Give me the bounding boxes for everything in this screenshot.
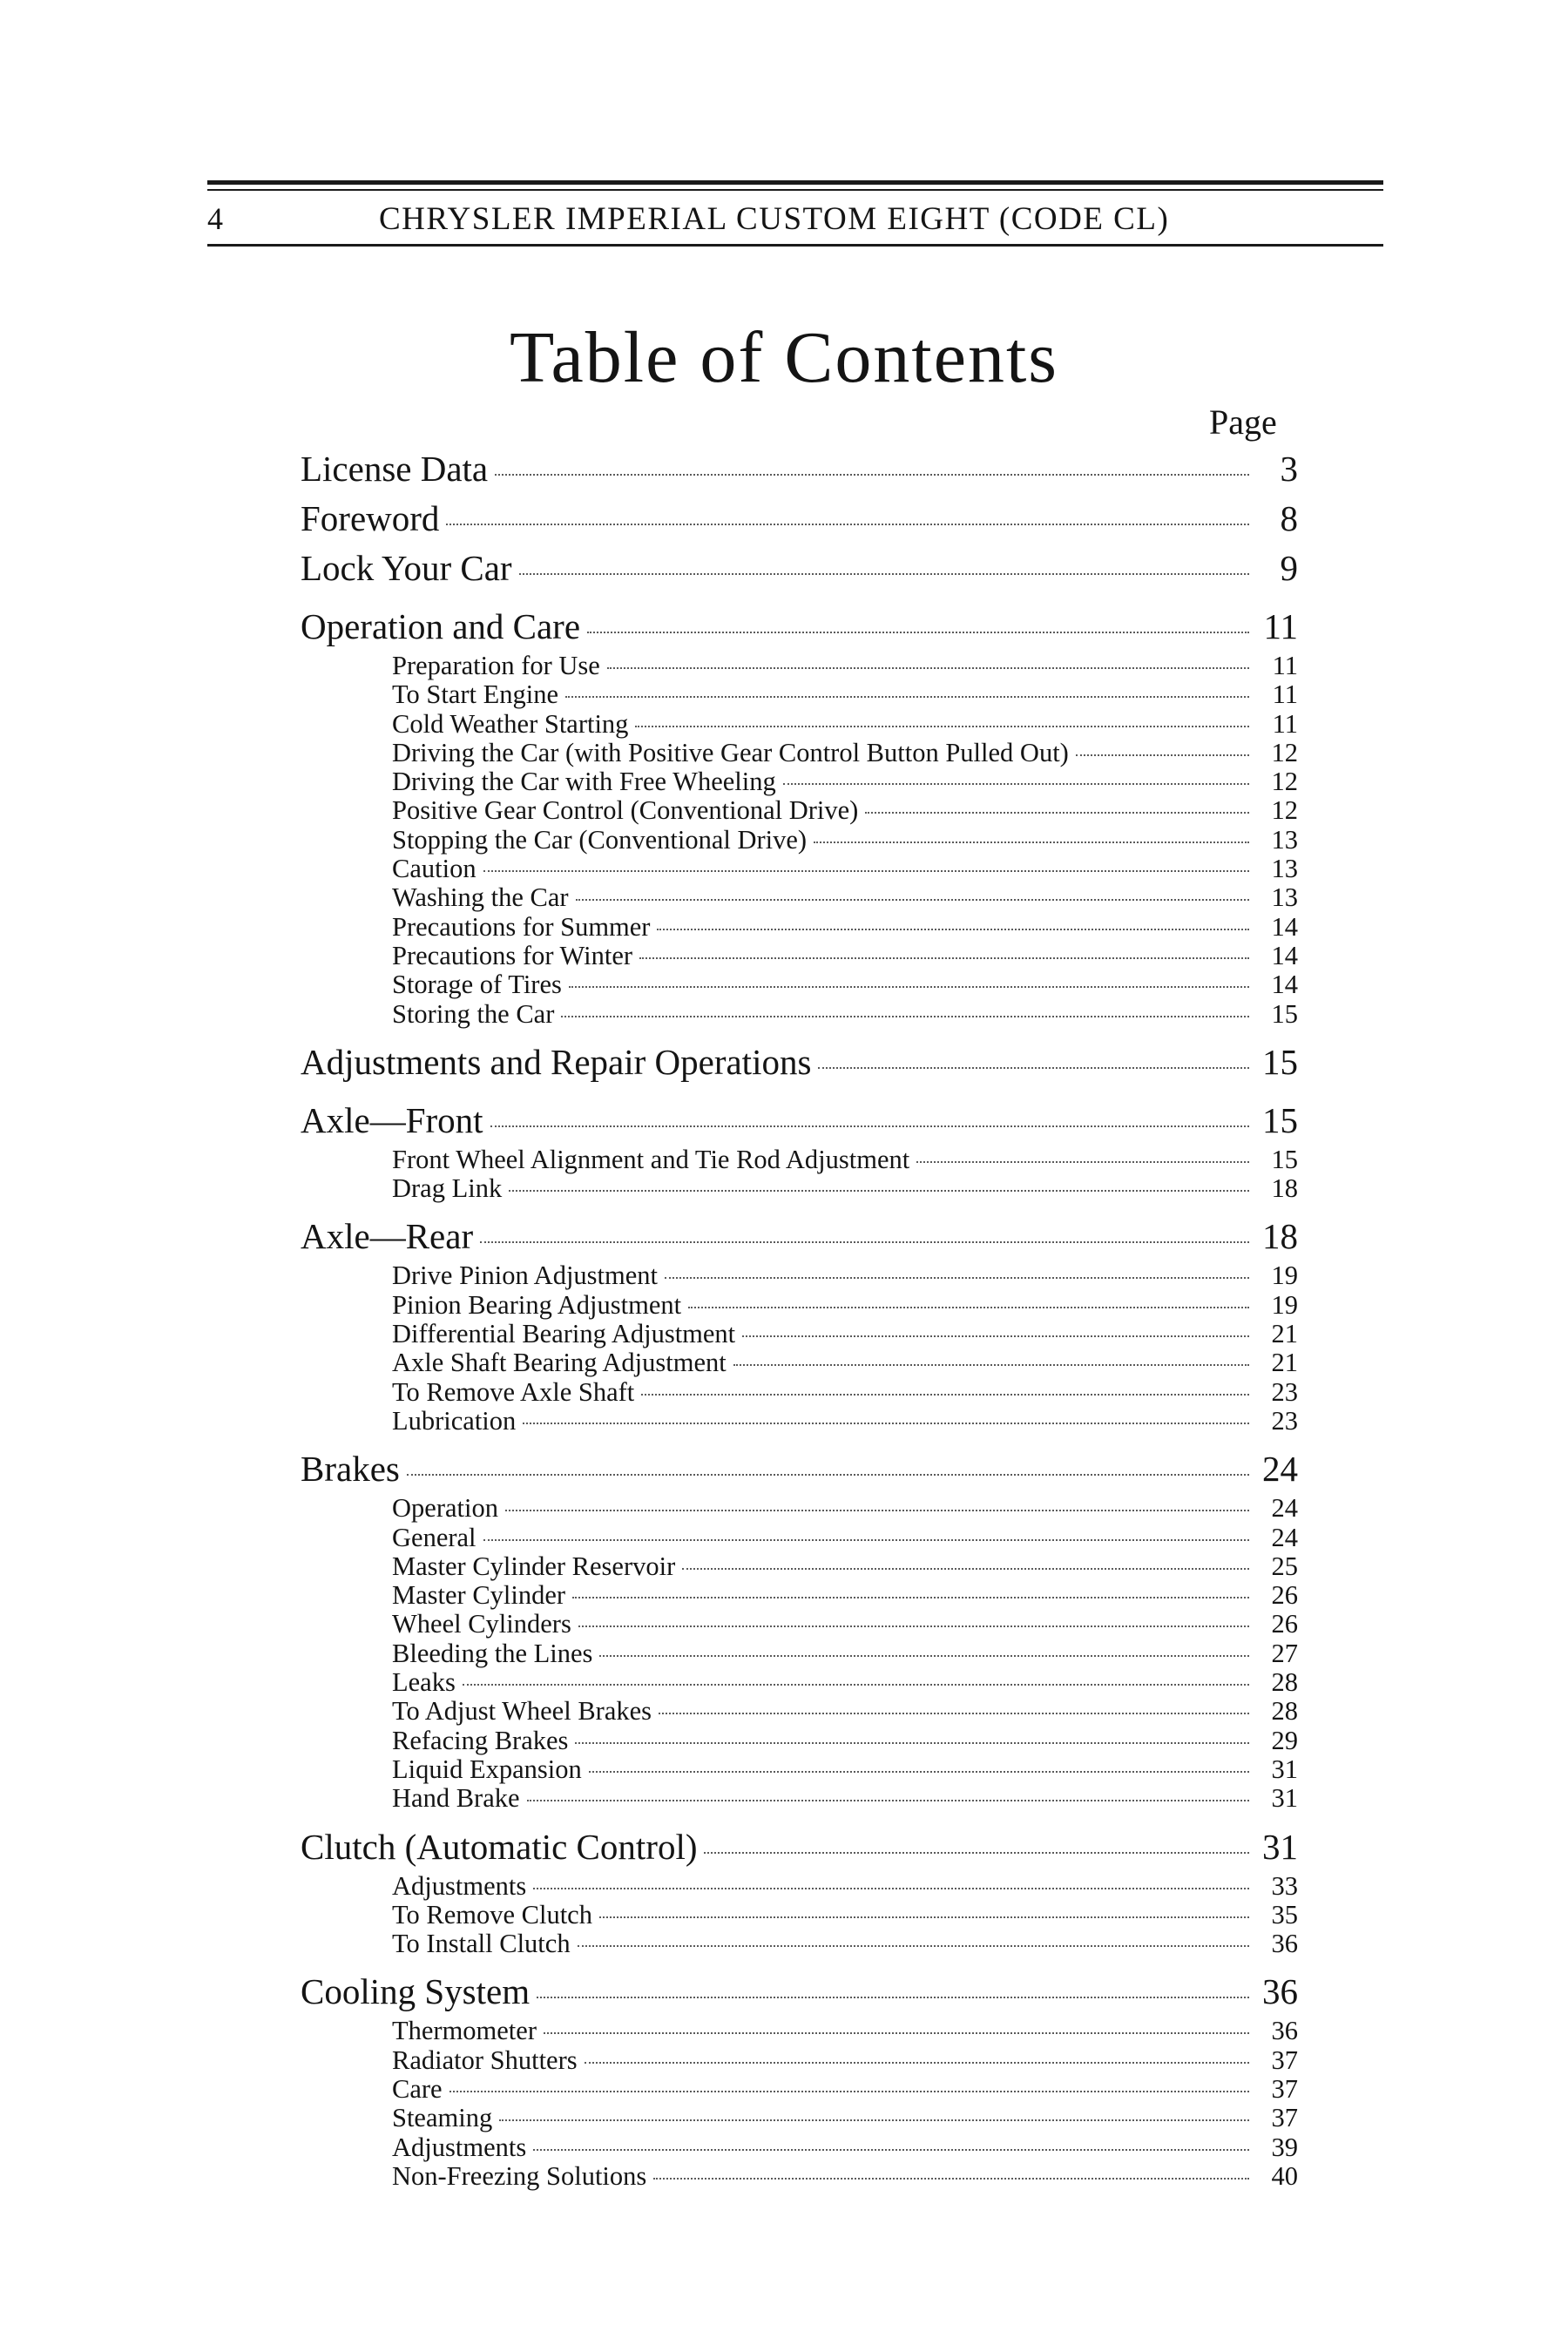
toc-subentry xyxy=(392,1639,1298,1668)
toc-subentry xyxy=(392,680,1298,709)
table-of-contents xyxy=(301,444,1298,2191)
dot-leader xyxy=(585,2062,1249,2064)
toc-entry-page: 15 xyxy=(1271,1144,1298,1174)
toc-subentry xyxy=(392,970,1298,999)
toc-entry-label: Driving the Car with Free Wheeling xyxy=(392,767,776,797)
toc-subentry xyxy=(392,1378,1298,1407)
toc-section xyxy=(301,1037,1298,1087)
toc-subentry xyxy=(392,1261,1298,1290)
toc-entry-page: 11 xyxy=(1263,606,1298,646)
toc-entry-page: 36 xyxy=(1271,1929,1298,1959)
toc-entry-label: To Install Clutch xyxy=(392,1929,571,1959)
toc-entry-label: Master Cylinder xyxy=(392,1580,566,1611)
toc-entry-label: Washing the Car xyxy=(392,882,569,913)
toc-entry-page: 21 xyxy=(1271,1319,1298,1349)
dot-leader xyxy=(657,929,1249,930)
dot-leader xyxy=(814,841,1249,843)
toc-entry-label: Non-Freezing Solutions xyxy=(392,2160,647,2191)
toc-section xyxy=(301,444,1298,494)
toc-entry-label: Precautions for Summer xyxy=(392,911,651,942)
running-title: CHRYSLER IMPERIAL CUSTOM EIGHT (CODE CL) xyxy=(379,201,1170,237)
toc-subentry xyxy=(392,1581,1298,1610)
toc-entry-label: Radiator Shutters xyxy=(392,2044,578,2075)
toc-entry-label: Operation and Care xyxy=(301,606,581,646)
dot-leader xyxy=(641,1394,1249,1396)
toc-entry-label: To Start Engine xyxy=(392,679,558,710)
toc-entry-label: Lock Your Car xyxy=(301,548,512,588)
toc-section xyxy=(301,1444,1298,1494)
toc-entry-page: 26 xyxy=(1271,1580,1298,1611)
dot-leader xyxy=(499,2119,1249,2121)
toc-entry-label: Cold Weather Starting xyxy=(392,708,629,739)
toc-entry-label: Positive Gear Control (Conventional Drive) xyxy=(392,795,859,826)
toc-entry-page: 27 xyxy=(1271,1638,1298,1668)
dot-leader xyxy=(446,524,1249,525)
dot-leader xyxy=(519,573,1249,575)
toc-section xyxy=(301,544,1298,593)
toc-subentry xyxy=(392,1146,1298,1174)
dot-leader xyxy=(818,1067,1249,1069)
toc-subentry xyxy=(392,855,1298,883)
toc-entry-label: Driving the Car (with Positive Gear Control Button Pulled Out) xyxy=(392,737,1069,767)
toc-entry-label: Wheel Cylinders xyxy=(392,1609,571,1639)
toc-entry-label: Front Wheel Alignment and Tie Rod Adjustment xyxy=(392,1144,910,1174)
toc-entry-label: Differential Bearing Adjustment xyxy=(392,1319,736,1349)
toc-subentry xyxy=(392,2133,1298,2162)
dot-leader xyxy=(653,2178,1249,2180)
dot-leader xyxy=(533,2149,1249,2151)
dot-leader xyxy=(783,783,1249,785)
toc-entry-page: 40 xyxy=(1271,2160,1298,2191)
toc-entry-label: Leaks xyxy=(392,1667,456,1698)
toc-subentry xyxy=(392,1348,1298,1377)
toc-section xyxy=(301,1822,1298,1872)
toc-entry-page: 21 xyxy=(1271,1348,1298,1378)
toc-entry-page: 15 xyxy=(1271,998,1298,1029)
toc-entry-page: 18 xyxy=(1262,1216,1298,1257)
toc-entry-label: To Remove Clutch xyxy=(392,1899,592,1930)
dot-leader xyxy=(572,1597,1249,1598)
dot-leader xyxy=(449,2091,1249,2092)
dot-leader xyxy=(599,1655,1249,1657)
toc-entry-page: 31 xyxy=(1262,1826,1298,1867)
dot-leader xyxy=(527,1800,1249,1801)
dot-leader xyxy=(537,1997,1249,1998)
dot-leader xyxy=(483,1539,1249,1541)
page-column-label: Page xyxy=(1209,402,1277,442)
toc-entry-label: Liquid Expansion xyxy=(392,1754,582,1784)
toc-entry-page: 36 xyxy=(1262,1971,1298,2012)
toc-subentry xyxy=(392,1930,1298,1958)
dot-leader xyxy=(688,1307,1249,1308)
toc-entry-page: 35 xyxy=(1271,1899,1298,1930)
toc-entry-label: General xyxy=(392,1522,476,1552)
toc-entry-page: 37 xyxy=(1271,2073,1298,2104)
toc-entry-label: Preparation for Use xyxy=(392,651,600,680)
toc-entry-label: Steaming xyxy=(392,2103,493,2133)
header-rule-top xyxy=(207,180,1383,185)
dot-leader xyxy=(561,1016,1249,1017)
page-number: 4 xyxy=(207,201,223,236)
toc-subentry xyxy=(392,1727,1298,1755)
toc-entry-label: Adjustments xyxy=(392,1870,527,1901)
toc-entry-page: 24 xyxy=(1271,1493,1298,1524)
toc-subentry xyxy=(392,1320,1298,1348)
toc-entry-label: Drive Pinion Adjustment xyxy=(392,1260,658,1291)
toc-subentry xyxy=(392,1755,1298,1784)
dot-leader xyxy=(742,1335,1249,1337)
toc-subentry xyxy=(392,767,1298,796)
toc-subentry xyxy=(392,2017,1298,2045)
toc-entry-page: 19 xyxy=(1271,1289,1298,1320)
toc-subentry xyxy=(392,1407,1298,1436)
toc-entry-label: Hand Brake xyxy=(392,1783,520,1814)
dot-leader xyxy=(509,1190,1249,1192)
dot-leader xyxy=(575,1742,1249,1744)
toc-entry-page: 18 xyxy=(1271,1173,1298,1204)
toc-entry-label: Care xyxy=(392,2073,443,2104)
toc-entry-page: 23 xyxy=(1271,1405,1298,1436)
dot-leader xyxy=(635,726,1249,727)
toc-section xyxy=(301,494,1298,544)
toc-entry-page: 37 xyxy=(1271,2044,1298,2075)
toc-subentry xyxy=(392,1901,1298,1930)
toc-entry-label: Foreword xyxy=(301,498,440,538)
dot-leader xyxy=(523,1423,1249,1424)
toc-entry-page: 25 xyxy=(1271,1551,1298,1581)
toc-entry-label: Bleeding the Lines xyxy=(392,1638,593,1668)
toc-entry-page: 9 xyxy=(1280,548,1298,588)
toc-section xyxy=(301,602,1298,652)
dot-leader xyxy=(587,632,1249,633)
toc-subentry xyxy=(392,883,1298,912)
toc-entry-label: Brakes xyxy=(301,1449,400,1490)
toc-entry-label: Axle—Front xyxy=(301,1099,483,1140)
dot-leader xyxy=(576,899,1249,901)
toc-entry-page: 12 xyxy=(1271,767,1298,797)
toc-entry-page: 29 xyxy=(1271,1725,1298,1755)
toc-subentry xyxy=(392,2162,1298,2191)
dot-leader xyxy=(480,1241,1249,1243)
toc-subentry xyxy=(392,942,1298,970)
toc-subentry xyxy=(392,2104,1298,2132)
toc-entry-page: 12 xyxy=(1271,737,1298,767)
toc-entry-label: Master Cylinder Reservoir xyxy=(392,1551,676,1581)
toc-entry-page: 14 xyxy=(1271,940,1298,970)
dot-leader xyxy=(1076,754,1249,756)
toc-entry-page: 23 xyxy=(1271,1376,1298,1407)
toc-subentry xyxy=(392,1668,1298,1697)
toc-subentry xyxy=(392,710,1298,739)
dot-leader xyxy=(569,986,1249,988)
toc-subentry xyxy=(392,1174,1298,1203)
dot-leader xyxy=(505,1510,1249,1511)
toc-entry-page: 33 xyxy=(1271,1870,1298,1901)
toc-entry-page: 15 xyxy=(1262,1099,1298,1140)
toc-entry-page: 24 xyxy=(1262,1449,1298,1490)
toc-subentry xyxy=(392,1000,1298,1029)
toc-entry-label: License Data xyxy=(301,449,489,489)
header-rule-bottom xyxy=(207,244,1383,247)
toc-entry-page: 13 xyxy=(1271,824,1298,855)
toc-entry-label: Adjustments and Repair Operations xyxy=(301,1041,812,1082)
toc-entry-label: Clutch (Automatic Control) xyxy=(301,1826,698,1867)
page-title: Table of Contents xyxy=(510,317,1058,398)
toc-entry-page: 14 xyxy=(1271,911,1298,942)
toc-subentry xyxy=(392,826,1298,855)
dot-leader xyxy=(599,1916,1249,1918)
dot-leader xyxy=(607,667,1249,669)
toc-entry-page: 3 xyxy=(1280,449,1298,489)
toc-entry-page: 12 xyxy=(1271,795,1298,826)
dot-leader xyxy=(916,1161,1249,1163)
toc-entry-label: Refacing Brakes xyxy=(392,1725,569,1755)
toc-entry-label: Storage of Tires xyxy=(392,970,562,1000)
dot-leader xyxy=(589,1771,1249,1773)
toc-entry-label: Stopping the Car (Conventional Drive) xyxy=(392,824,808,855)
toc-entry-page: 37 xyxy=(1271,2103,1298,2133)
toc-subentry xyxy=(392,1610,1298,1639)
toc-entry-label: Lubrication xyxy=(392,1405,517,1436)
dot-leader xyxy=(665,1277,1249,1279)
toc-subentry xyxy=(392,1697,1298,1726)
toc-entry-page: 31 xyxy=(1271,1754,1298,1784)
toc-entry-label: To Adjust Wheel Brakes xyxy=(392,1696,652,1727)
toc-subentry xyxy=(392,2046,1298,2075)
toc-subentry xyxy=(392,739,1298,767)
toc-subentry xyxy=(392,652,1298,680)
toc-subentry xyxy=(392,1494,1298,1523)
toc-entry-label: Drag Link xyxy=(392,1173,503,1204)
toc-section xyxy=(301,1967,1298,2017)
toc-entry-page: 19 xyxy=(1271,1260,1298,1291)
dot-leader xyxy=(533,1888,1249,1889)
toc-entry-page: 15 xyxy=(1262,1041,1298,1082)
dot-leader xyxy=(578,1945,1249,1947)
toc-subentry xyxy=(392,2075,1298,2104)
toc-entry-label: Precautions for Winter xyxy=(392,940,633,970)
toc-entry-page: 31 xyxy=(1271,1783,1298,1814)
dot-leader xyxy=(682,1568,1249,1570)
toc-section xyxy=(301,1096,1298,1146)
toc-entry-page: 26 xyxy=(1271,1609,1298,1639)
dot-leader xyxy=(704,1852,1249,1854)
dot-leader xyxy=(483,870,1249,872)
toc-entry-page: 13 xyxy=(1271,854,1298,884)
dot-leader xyxy=(407,1474,1249,1476)
header-rule-top-thin xyxy=(207,189,1383,191)
toc-section xyxy=(301,1212,1298,1261)
dot-leader xyxy=(639,957,1249,959)
toc-subentry xyxy=(392,1291,1298,1320)
toc-entry-label: Storing the Car xyxy=(392,998,555,1029)
dot-leader xyxy=(733,1364,1249,1366)
toc-entry-page: 28 xyxy=(1271,1696,1298,1727)
toc-entry-label: Operation xyxy=(392,1493,498,1524)
toc-subentry xyxy=(392,796,1298,825)
toc-entry-page: 39 xyxy=(1271,2132,1298,2162)
toc-entry-page: 11 xyxy=(1272,651,1298,680)
toc-entry-label: Adjustments xyxy=(392,2132,527,2162)
toc-entry-label: Thermometer xyxy=(392,2016,537,2046)
toc-entry-page: 11 xyxy=(1272,708,1298,739)
toc-entry-page: 28 xyxy=(1271,1667,1298,1698)
toc-entry-page: 13 xyxy=(1271,882,1298,913)
toc-subentry xyxy=(392,1872,1298,1901)
toc-subentry xyxy=(392,1524,1298,1552)
dot-leader xyxy=(490,1125,1249,1127)
dot-leader xyxy=(578,1625,1249,1627)
toc-subentry xyxy=(392,913,1298,942)
toc-entry-page: 24 xyxy=(1271,1522,1298,1552)
toc-entry-label: Axle—Rear xyxy=(301,1216,474,1257)
dot-leader xyxy=(544,2032,1249,2034)
dot-leader xyxy=(659,1713,1249,1714)
toc-entry-page: 11 xyxy=(1272,679,1298,710)
toc-entry-page: 8 xyxy=(1280,498,1298,538)
toc-entry-label: Caution xyxy=(392,854,476,884)
toc-entry-label: To Remove Axle Shaft xyxy=(392,1376,635,1407)
toc-subentry xyxy=(392,1784,1298,1813)
dot-leader xyxy=(865,812,1249,814)
toc-subentry xyxy=(392,1552,1298,1581)
toc-entry-label: Pinion Bearing Adjustment xyxy=(392,1289,682,1320)
toc-entry-label: Axle Shaft Bearing Adjustment xyxy=(392,1348,727,1378)
toc-entry-page: 36 xyxy=(1271,2016,1298,2046)
toc-entry-label: Cooling System xyxy=(301,1971,531,2012)
toc-entry-page: 14 xyxy=(1271,970,1298,1000)
dot-leader xyxy=(495,474,1249,476)
dot-leader xyxy=(565,696,1249,698)
dot-leader xyxy=(463,1684,1249,1686)
